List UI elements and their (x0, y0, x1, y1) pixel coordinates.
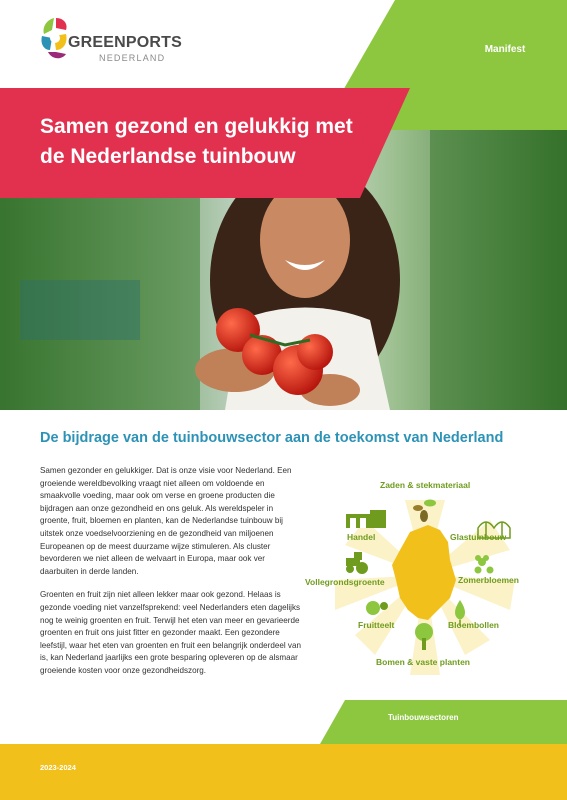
sector-label-fruitteelt: Fruitteelt (358, 620, 395, 630)
sector-label-glastuinbouw: Glastuinbouw (450, 532, 507, 542)
logo-subtitle: NEDERLAND (99, 53, 166, 63)
logo-name: GREENPORTS (68, 34, 183, 51)
tractor-icon (346, 552, 368, 574)
flowers-icon (475, 555, 494, 574)
bulb-icon (455, 600, 465, 620)
greenports-logo-mark (38, 16, 72, 62)
sector-label-zomerbloemen: Zomerbloemen (458, 575, 519, 585)
sector-label-bomen: Bomen & vaste planten (376, 657, 470, 667)
paragraph-2: Groenten en fruit zijn niet alleen lekker maar ook gezond. Helaas is gezonde voeding niet vanzelfsprekend: veel Nederlanders eten dagelijks nog te weinig groenten en fruit. Terwijl het eten van meer en gevarieerde groenten en fruit ons juist fitter en gezonder maakt. Een gezondere leefstijl, waar het eten van groenten en fruit een belangrijk onderdeel van is, kan Nederland jaarlijks een grote besparing opleveren op de alsmaar groeiende kosten voor onze gezondheidszorg. (40, 590, 301, 675)
sector-label-handel: Handel (347, 532, 376, 542)
sectors-diagram (300, 470, 550, 695)
sector-label-bloembollen: Bloembollen (448, 620, 500, 630)
paragraph-1: Samen gezonder en gelukkiger. Dat is onze visie voor Nederland. Een groeiende wereldbevolking vraagt niet alleen om voldoende en smaakvolle voeding, maar ook om verse en groene producten die bijdragen aan onze gezondheid en ons geluk. Als wereldspeler in groente, fruit, bloemen en planten, kan de Nederlandse tuinbouw bij uitstek onze voedselvoorziening en de gezondheid van miljoenen Europeanen op de meest duurzame wijze stimuleren. Als cluster bevorderen we niet alleen de welvaart in Europa, maar ook ver daarbuiten in derde landen. (40, 466, 292, 576)
section-subtitle: De bijdrage van de tuinbouwsector aan de toekomst van Nederland (40, 430, 504, 446)
warehouse-icon (346, 510, 386, 528)
diagram-caption: Tuinbouwsectoren (388, 713, 459, 722)
yellow-footer-band (0, 700, 567, 800)
document-type-label: Manifest (484, 44, 526, 55)
title-line-2: de Nederlandse tuinbouw (40, 145, 296, 168)
body-text (40, 465, 302, 689)
sector-label-vollegrondsgroente: Vollegrondsgroente (305, 577, 385, 587)
greenports-logo (38, 16, 183, 68)
page-title (40, 112, 400, 172)
document-year: 2023-2024 (40, 763, 76, 772)
sector-label-zaden: Zaden & stekmateriaal (380, 480, 471, 490)
title-line-1: Samen gezond en gelukkig met (40, 115, 353, 138)
